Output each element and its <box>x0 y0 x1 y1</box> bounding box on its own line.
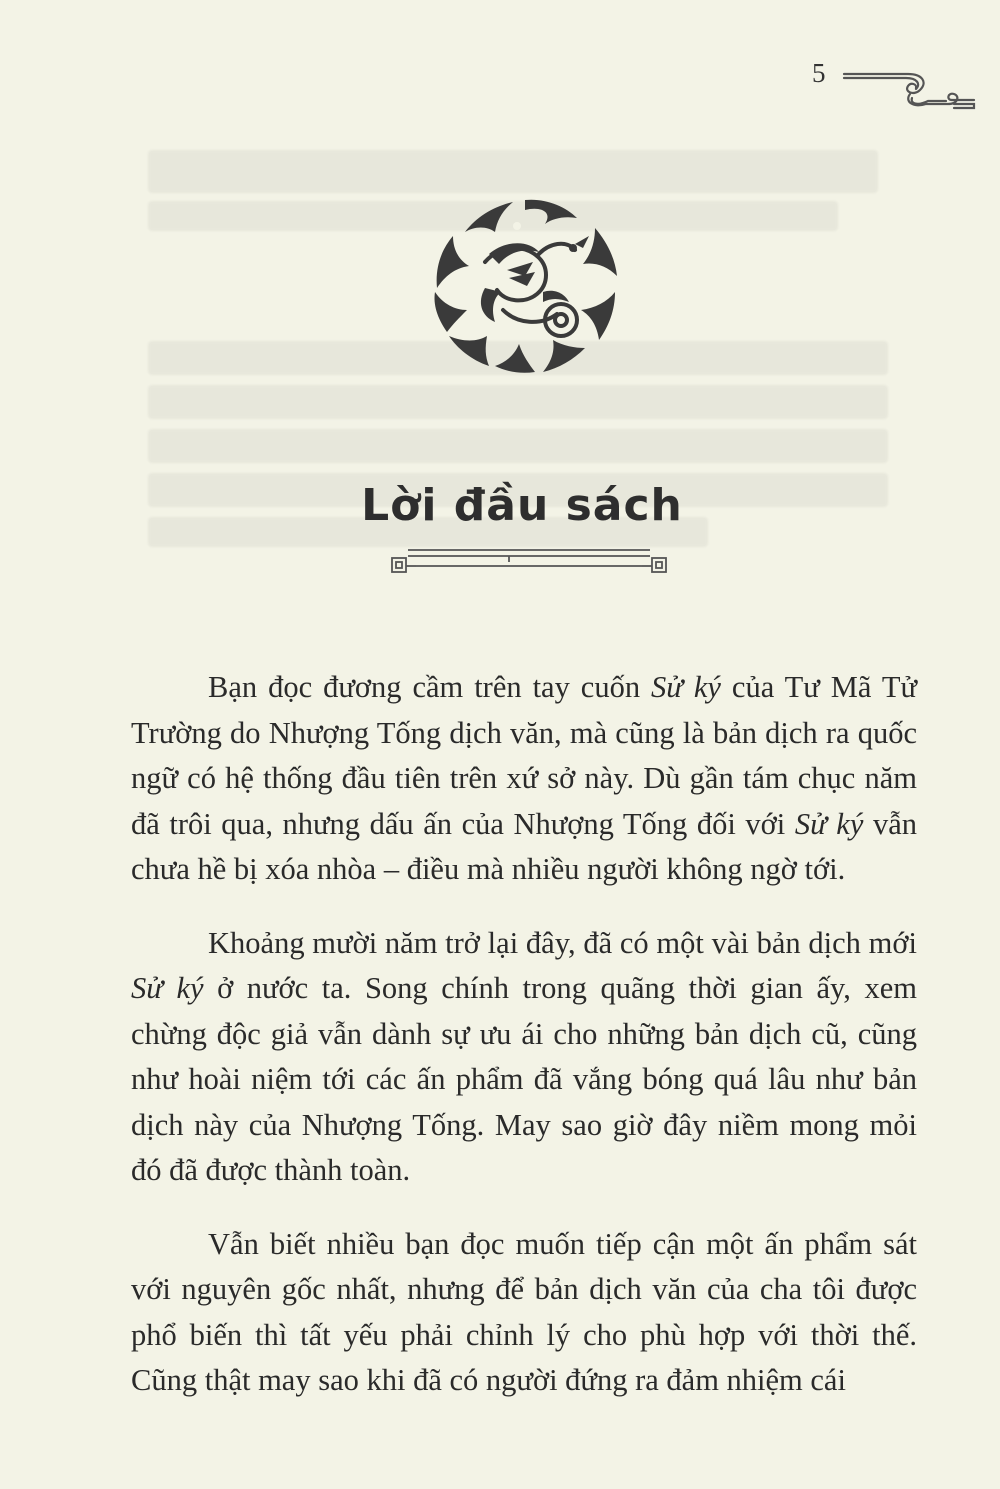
cloud-scroll-icon <box>842 62 978 112</box>
body-text <box>131 665 917 1432</box>
meander-rule-icon <box>388 546 670 580</box>
paragraph-1: Bạn đọc đương cầm trên tay cuốn Sử ký của Tư Mã Tử Trường do Nhượng Tống dịch văn, mà cũng là bản dịch ra quốc ngữ có hệ thống đầu tiên trên xứ sở này. Dù gần tám chục năm đã trôi qua, nhưng dấu ấn của Nhượng Tống đối với Sử ký vẫn chưa hề bị xóa nhòa – điều mà nhiều người không ngờ tới. <box>131 670 917 886</box>
page-number: 5 <box>812 58 826 88</box>
paragraph-2: Khoảng mười năm trở lại đây, đã có một vài bản dịch mới Sử ký ở nước ta. Song chính trong quãng thời gian ấy, xem chừng độc giả vẫn dành sự ưu ái cho những bản dịch cũ, cũng như hoài niệm tới các ấn phẩm đã vắng bóng quá lâu như bản dịch này của Nhượng Tống. May sao giờ đây niềm mong mỏi đó đã được thành toàn. <box>131 925 917 1187</box>
paragraph-3: Vẫn biết nhiều bạn đọc muốn tiếp cận một ấn phẩm sát với nguyên gốc nhất, nhưng để bản dịch văn của cha tôi được phổ biến thì tất yếu phải chỉnh lý cho phù hợp với thời thế. Cũng thật may sao khi đã có người đứng ra đảm nhiệm cái <box>131 1226 917 1397</box>
phoenix-medallion-icon <box>425 192 625 377</box>
chapter-title: Lời đầu sách <box>361 480 683 531</box>
